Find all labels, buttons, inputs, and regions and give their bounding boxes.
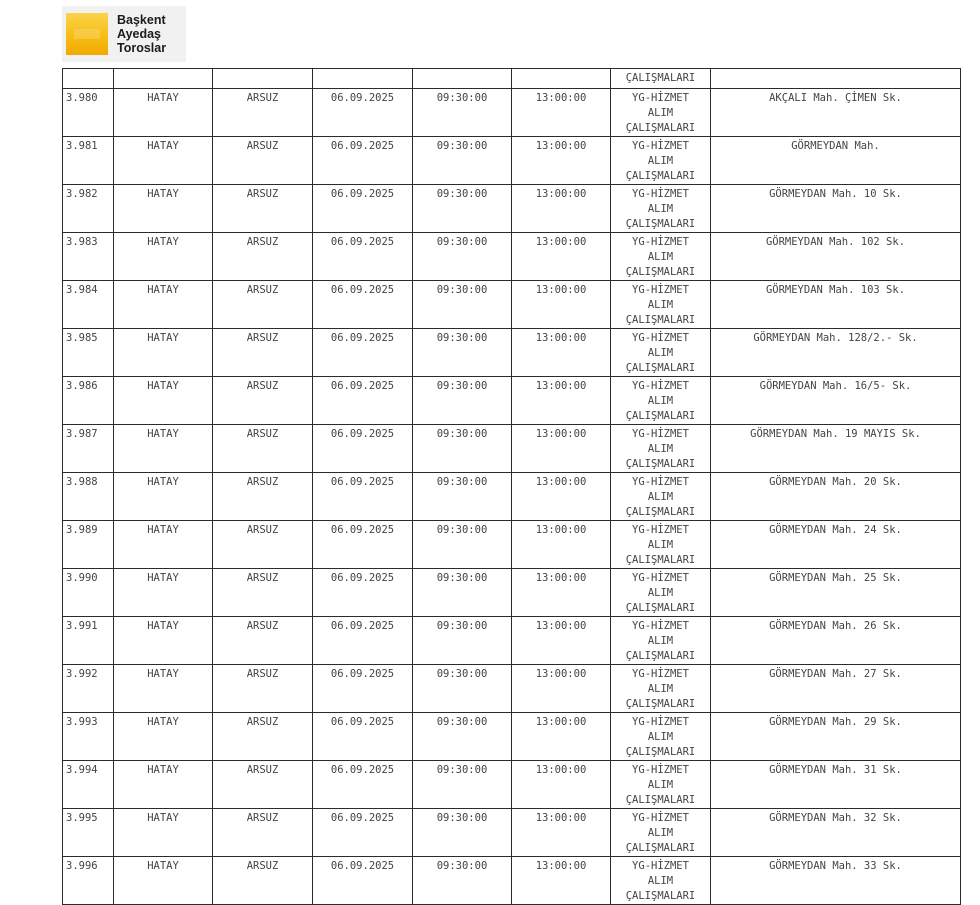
work-type-line: ÇALIŞMALARI	[625, 218, 696, 230]
end-time-cell: 13:00:00	[512, 617, 611, 665]
work-type-line: ALIM	[647, 299, 674, 311]
start-time-cell: 09:30:00	[413, 809, 512, 857]
work-type-line: ÇALIŞMALARI	[625, 890, 696, 902]
company-logo	[62, 6, 186, 62]
table-body	[63, 69, 961, 905]
district-cell: ARSUZ	[213, 89, 313, 137]
district-cell: ARSUZ	[213, 377, 313, 425]
district-cell: ARSUZ	[213, 185, 313, 233]
record-no-cell: 3.989	[63, 521, 114, 569]
province-cell: HATAY	[114, 185, 213, 233]
work-type-line: YG-HİZMET	[632, 764, 689, 776]
work-type-cell	[611, 809, 711, 857]
record-no-cell: 3.993	[63, 713, 114, 761]
district-cell: ARSUZ	[213, 233, 313, 281]
start-time-cell: 09:30:00	[413, 329, 512, 377]
work-type-line: ALIM	[647, 347, 674, 359]
record-no-cell: 3.995	[63, 809, 114, 857]
record-no-cell: 3.992	[63, 665, 114, 713]
logo-line-3: Toroslar	[117, 41, 167, 55]
record-no-cell: 3.980	[63, 89, 114, 137]
province-cell: HATAY	[114, 569, 213, 617]
date-cell: 06.09.2025	[313, 329, 413, 377]
work-type-cell	[611, 329, 711, 377]
work-type-line: YG-HİZMET	[632, 476, 689, 488]
work-type-cell	[611, 281, 711, 329]
work-type-line: ALIM	[647, 779, 674, 791]
end-time-cell: 13:00:00	[512, 425, 611, 473]
record-no-cell: 3.988	[63, 473, 114, 521]
start-time-cell: 09:30:00	[413, 617, 512, 665]
work-type-line: ALIM	[647, 251, 674, 263]
district-cell: ARSUZ	[213, 617, 313, 665]
address-cell: GÖRMEYDAN Mah. 10 Sk.	[711, 185, 961, 233]
work-type-cell	[611, 377, 711, 425]
province-cell: HATAY	[114, 89, 213, 137]
work-type-cell	[611, 137, 711, 185]
end-time-cell: 13:00:00	[512, 761, 611, 809]
district-cell: ARSUZ	[213, 281, 313, 329]
end-time-cell: 13:00:00	[512, 569, 611, 617]
work-type-line: YG-HİZMET	[632, 668, 689, 680]
work-type-line: ÇALIŞMALARI	[625, 314, 696, 326]
start-time-cell: 09:30:00	[413, 761, 512, 809]
address-cell: GÖRMEYDAN Mah. 19 MAYIS Sk.	[711, 425, 961, 473]
address-cell: GÖRMEYDAN Mah. 25 Sk.	[711, 569, 961, 617]
table-row	[63, 761, 961, 809]
table-row	[63, 521, 961, 569]
end-time-cell: 13:00:00	[512, 233, 611, 281]
end-time-cell: 13:00:00	[512, 857, 611, 905]
work-type-line: ÇALIŞMALARI	[625, 842, 696, 854]
record-no-cell: 3.990	[63, 569, 114, 617]
province-cell: HATAY	[114, 137, 213, 185]
start-time-cell: 09:30:00	[413, 425, 512, 473]
province-cell: HATAY	[114, 857, 213, 905]
work-type-cell	[611, 89, 711, 137]
district-cell: ARSUZ	[213, 665, 313, 713]
start-time-cell: 09:30:00	[413, 89, 512, 137]
date-cell: 06.09.2025	[313, 137, 413, 185]
date-cell: 06.09.2025	[313, 281, 413, 329]
table-row	[63, 857, 961, 905]
date-cell: 06.09.2025	[313, 761, 413, 809]
work-type-line: YG-HİZMET	[632, 716, 689, 728]
work-type-cell	[611, 233, 711, 281]
work-type-line: YG-HİZMET	[632, 140, 689, 152]
logo-line-1: Başkent	[117, 13, 166, 27]
end-time-cell: 13:00:00	[512, 377, 611, 425]
district-cell: ARSUZ	[213, 761, 313, 809]
end-time-cell: 13:00:00	[512, 473, 611, 521]
district-cell: ARSUZ	[213, 473, 313, 521]
table-row	[63, 185, 961, 233]
work-type-line: ALIM	[647, 443, 674, 455]
start-time-cell: 09:30:00	[413, 665, 512, 713]
work-type-line: ÇALIŞMALARI	[625, 698, 696, 710]
date-cell: 06.09.2025	[313, 89, 413, 137]
end-time-cell: 13:00:00	[512, 137, 611, 185]
work-type-cell	[611, 857, 711, 905]
table-row	[63, 89, 961, 137]
table-row	[63, 329, 961, 377]
province-cell: HATAY	[114, 521, 213, 569]
table-row	[63, 473, 961, 521]
address-cell: GÖRMEYDAN Mah. 128/2.- Sk.	[711, 329, 961, 377]
record-no-cell: 3.982	[63, 185, 114, 233]
start-time-cell: 09:30:00	[413, 569, 512, 617]
date-cell: 06.09.2025	[313, 233, 413, 281]
end-time-cell: 13:00:00	[512, 185, 611, 233]
work-type-cell	[611, 521, 711, 569]
record-no-cell: 3.983	[63, 233, 114, 281]
work-type-line: ÇALIŞMALARI	[625, 794, 696, 806]
work-type-line: YG-HİZMET	[632, 332, 689, 344]
date-cell: 06.09.2025	[313, 473, 413, 521]
logo-mark-icon	[66, 13, 108, 55]
date-cell: 06.09.2025	[313, 521, 413, 569]
district-cell: ARSUZ	[213, 329, 313, 377]
province-cell: HATAY	[114, 809, 213, 857]
date-cell: 06.09.2025	[313, 377, 413, 425]
work-type-line: YG-HİZMET	[632, 92, 689, 104]
address-cell: GÖRMEYDAN Mah. 102 Sk.	[711, 233, 961, 281]
work-type-line: ALIM	[647, 875, 674, 887]
work-type-line: ÇALIŞMALARI	[625, 72, 696, 84]
date-cell: 06.09.2025	[313, 665, 413, 713]
work-type-line: ALIM	[647, 203, 674, 215]
end-time-cell: 13:00:00	[512, 521, 611, 569]
work-type-line: YG-HİZMET	[632, 812, 689, 824]
work-type-line: ÇALIŞMALARI	[625, 458, 696, 470]
record-no-cell: 3.986	[63, 377, 114, 425]
address-cell: GÖRMEYDAN Mah. 29 Sk.	[711, 713, 961, 761]
start-time-cell: 09:30:00	[413, 473, 512, 521]
work-type-line: ALIM	[647, 395, 674, 407]
work-type-line: ÇALIŞMALARI	[625, 122, 696, 134]
work-type-line: ALIM	[647, 635, 674, 647]
record-no-cell: 3.981	[63, 137, 114, 185]
work-type-line: ALIM	[647, 155, 674, 167]
work-type-line: ALIM	[647, 491, 674, 503]
work-type-cell	[611, 569, 711, 617]
address-cell: GÖRMEYDAN Mah.	[711, 137, 961, 185]
work-type-line: ÇALIŞMALARI	[625, 266, 696, 278]
province-cell: HATAY	[114, 233, 213, 281]
end-time-cell: 13:00:00	[512, 89, 611, 137]
start-time-cell: 09:30:00	[413, 713, 512, 761]
work-type-line: ÇALIŞMALARI	[625, 746, 696, 758]
address-cell: AKÇALI Mah. ÇİMEN Sk.	[711, 89, 961, 137]
district-cell: ARSUZ	[213, 857, 313, 905]
date-cell: 06.09.2025	[313, 425, 413, 473]
work-type-line: ÇALIŞMALARI	[625, 410, 696, 422]
work-type-cell	[611, 713, 711, 761]
province-cell: HATAY	[114, 761, 213, 809]
table-row	[63, 713, 961, 761]
work-type-line: YG-HİZMET	[632, 236, 689, 248]
end-time-cell: 13:00:00	[512, 713, 611, 761]
table-row	[63, 281, 961, 329]
work-type-line: YG-HİZMET	[632, 860, 689, 872]
address-cell: GÖRMEYDAN Mah. 16/5- Sk.	[711, 377, 961, 425]
district-cell: ARSUZ	[213, 521, 313, 569]
address-cell: GÖRMEYDAN Mah. 24 Sk.	[711, 521, 961, 569]
address-cell: GÖRMEYDAN Mah. 33 Sk.	[711, 857, 961, 905]
table-row	[63, 665, 961, 713]
work-type-line: ALIM	[647, 683, 674, 695]
date-cell: 06.09.2025	[313, 713, 413, 761]
record-no-cell: 3.985	[63, 329, 114, 377]
work-type-cell	[611, 425, 711, 473]
date-cell: 06.09.2025	[313, 809, 413, 857]
logo-line-2: Ayedaş	[117, 27, 162, 41]
province-cell: HATAY	[114, 665, 213, 713]
province-cell: HATAY	[114, 473, 213, 521]
province-cell: HATAY	[114, 425, 213, 473]
record-no-cell: 3.996	[63, 857, 114, 905]
date-cell: 06.09.2025	[313, 569, 413, 617]
start-time-cell: 09:30:00	[413, 857, 512, 905]
work-type-line: ÇALIŞMALARI	[625, 554, 696, 566]
record-no-cell: 3.991	[63, 617, 114, 665]
work-type-line: YG-HİZMET	[632, 428, 689, 440]
logo-text	[117, 13, 166, 55]
work-type-line: YG-HİZMET	[632, 572, 689, 584]
start-time-cell: 09:30:00	[413, 137, 512, 185]
address-cell: GÖRMEYDAN Mah. 31 Sk.	[711, 761, 961, 809]
province-cell: HATAY	[114, 617, 213, 665]
district-cell: ARSUZ	[213, 137, 313, 185]
work-type-cell	[611, 473, 711, 521]
province-cell: HATAY	[114, 281, 213, 329]
record-no-cell: 3.994	[63, 761, 114, 809]
start-time-cell: 09:30:00	[413, 185, 512, 233]
province-cell: HATAY	[114, 377, 213, 425]
work-type-line: YG-HİZMET	[632, 188, 689, 200]
work-type-line: ALIM	[647, 731, 674, 743]
work-type-line: YG-HİZMET	[632, 284, 689, 296]
work-type-line: ALIM	[647, 827, 674, 839]
district-cell: ARSUZ	[213, 569, 313, 617]
work-type-line: ÇALIŞMALARI	[625, 506, 696, 518]
start-time-cell: 09:30:00	[413, 233, 512, 281]
work-type-cell	[611, 617, 711, 665]
work-type-line: ÇALIŞMALARI	[625, 170, 696, 182]
district-cell: ARSUZ	[213, 425, 313, 473]
start-time-cell: 09:30:00	[413, 281, 512, 329]
end-time-cell: 13:00:00	[512, 665, 611, 713]
work-type-cell	[611, 185, 711, 233]
start-time-cell: 09:30:00	[413, 377, 512, 425]
province-cell: HATAY	[114, 329, 213, 377]
address-cell: GÖRMEYDAN Mah. 32 Sk.	[711, 809, 961, 857]
start-time-cell: 09:30:00	[413, 521, 512, 569]
date-cell: 06.09.2025	[313, 857, 413, 905]
table-row	[63, 137, 961, 185]
work-type-cell	[611, 761, 711, 809]
date-cell: 06.09.2025	[313, 617, 413, 665]
work-type-line: ALIM	[647, 539, 674, 551]
end-time-cell: 13:00:00	[512, 809, 611, 857]
address-cell: GÖRMEYDAN Mah. 27 Sk.	[711, 665, 961, 713]
table-row	[63, 425, 961, 473]
work-type-line: ÇALIŞMALARI	[625, 362, 696, 374]
address-cell: GÖRMEYDAN Mah. 103 Sk.	[711, 281, 961, 329]
province-cell: HATAY	[114, 713, 213, 761]
table-row	[63, 377, 961, 425]
district-cell: ARSUZ	[213, 713, 313, 761]
work-type-cell	[611, 69, 711, 89]
table-row	[63, 809, 961, 857]
work-type-line: ALIM	[647, 107, 674, 119]
work-type-line: ALIM	[647, 587, 674, 599]
end-time-cell: 13:00:00	[512, 281, 611, 329]
table-row	[63, 617, 961, 665]
table-row	[63, 569, 961, 617]
outage-table	[62, 68, 961, 905]
work-type-line: YG-HİZMET	[632, 620, 689, 632]
address-cell: GÖRMEYDAN Mah. 26 Sk.	[711, 617, 961, 665]
work-type-cell	[611, 665, 711, 713]
date-cell: 06.09.2025	[313, 185, 413, 233]
record-no-cell: 3.987	[63, 425, 114, 473]
record-no-cell: 3.984	[63, 281, 114, 329]
address-cell: GÖRMEYDAN Mah. 20 Sk.	[711, 473, 961, 521]
table-row-continued	[63, 69, 961, 89]
work-type-line: ÇALIŞMALARI	[625, 602, 696, 614]
work-type-line: ÇALIŞMALARI	[625, 650, 696, 662]
work-type-line: YG-HİZMET	[632, 380, 689, 392]
work-type-line: YG-HİZMET	[632, 524, 689, 536]
table-row	[63, 233, 961, 281]
district-cell: ARSUZ	[213, 809, 313, 857]
end-time-cell: 13:00:00	[512, 329, 611, 377]
